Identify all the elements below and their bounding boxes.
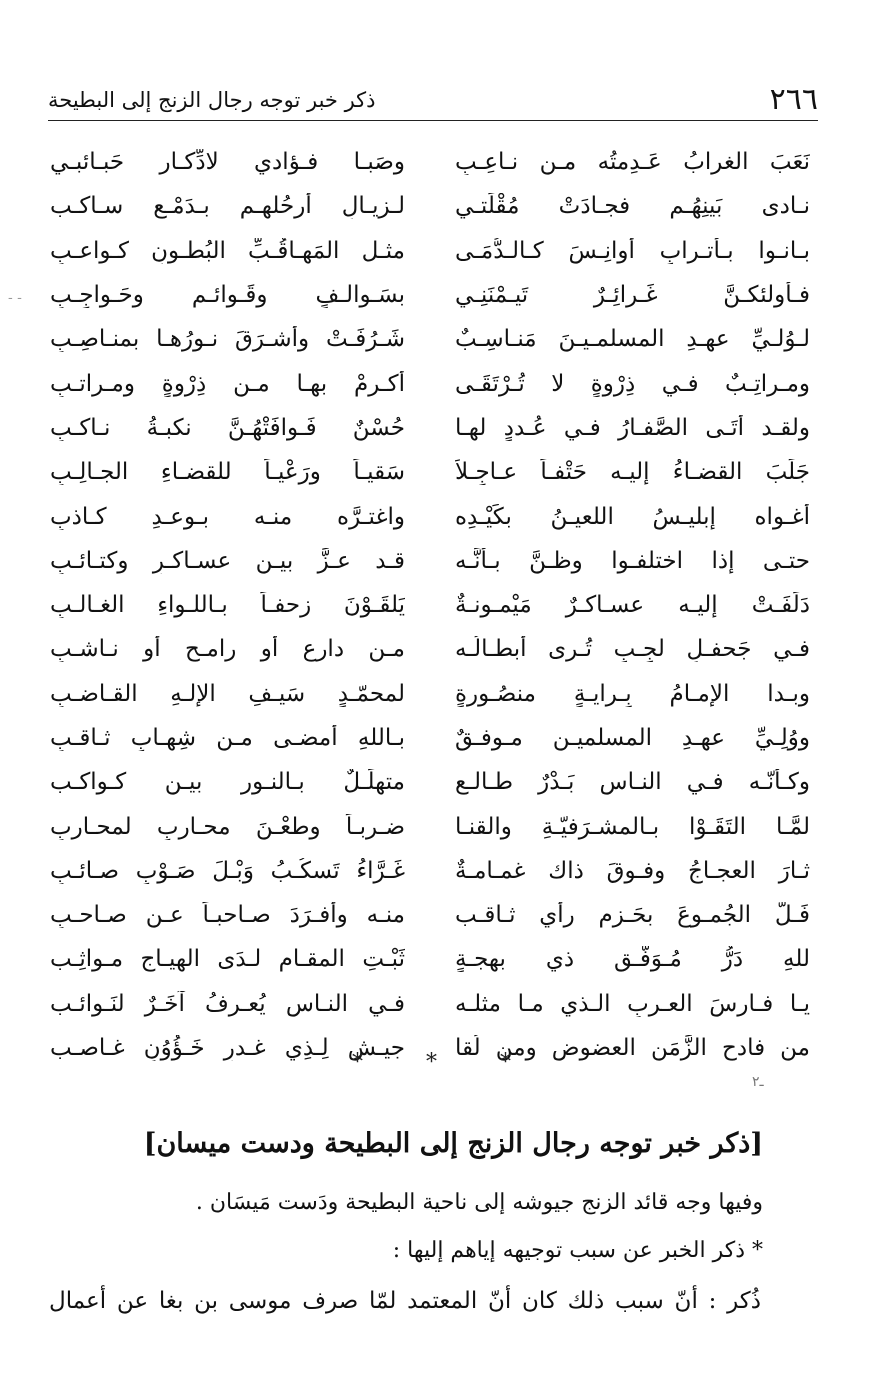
hemistich-first: يـا فـارسَ العـربِ الـذي مـا مثلـه — [455, 990, 810, 1017]
running-header — [48, 80, 818, 121]
hemistich-first: أغـواه إبليـسُ اللعيـنُ بكَيْـدِه — [455, 503, 810, 530]
hemistich-first: دَلَفَـتْ إليـه عسـاكـرٌ مَيْمـونـةٌ — [455, 592, 810, 619]
verse-row — [50, 849, 810, 893]
hemistich-second: شَـرُفَـتْ وأشـرَقَ نـورُهـا بمنـاصِـبِ — [50, 326, 405, 353]
paragraph-1: وفيها وجه قائد الزنج جيوشه إلى ناحية البطيحة ودَست مَيسَان . — [195, 1190, 763, 1215]
hemistich-second: مـن دارعٍ أو رامـحٍ أو نـاشـبِ — [50, 636, 405, 663]
hemistich-first: نـادى بَينِهُـم فجـادَتْ مُقْلَتـي — [455, 193, 810, 220]
hemistich-first: لمَّـا التَقَـوْا بـالمشـرَفيّـةِ والقنـا — [455, 813, 810, 840]
hemistich-second: ثَبْـتِ المقـامِ لـدَى الهيـاجِ مـواثِـب — [50, 946, 405, 973]
hemistich-second: سَقيـاً ورَعْيـاً للقضـاءِ الجـالِـبِ — [50, 459, 405, 486]
hemistich-first: وبـدا الإمـامُ بِـرايـةٍ منصُـورةٍ — [455, 680, 810, 707]
verse-row — [50, 893, 810, 937]
hemistich-second: بسَـوالـفٍ وقَـوائـمٍ وحَـواجِـبِ — [50, 282, 405, 309]
hemistich-second: لـزِيـالِ أرحُلهـم بـدَمْـعٍ سـاكـب — [50, 193, 405, 220]
verse-row — [50, 760, 810, 804]
verse-row — [50, 494, 810, 538]
hemistich-second: جيـش لِـذِي غـدرٍ خَـؤُوُنٍ غـاصـب — [50, 1035, 405, 1062]
verse-row — [50, 583, 810, 627]
verse-row — [50, 804, 810, 848]
verse-row — [50, 361, 810, 405]
hemistich-second: بـاللهِ أمضـى مـن شِهـابٍ ثـاقـبِ — [50, 725, 405, 751]
hemistich-first: فَـلَّ الجُمـوعَ بحَـزمِ رأيٍ ثـاقـب — [455, 902, 810, 929]
verse-row — [50, 982, 810, 1026]
verse-row — [50, 450, 810, 494]
verse-row — [50, 140, 810, 184]
hemistich-second: وصَبـا فـؤادي لادِّكـارِ حَبـائبـي — [50, 149, 405, 176]
hemistich-first: وكـأنّـه فـي النـاسِ بَـدْرٌ طـالـع — [455, 769, 810, 796]
hemistich-first: ولقـد أتَـى الصَّفـارُ فـي عُـددٍ لهـا — [455, 414, 810, 441]
margin-note: ـ٢ — [752, 1074, 764, 1090]
verse-row — [50, 672, 810, 716]
hemistich-second: يَلقَـوْنَ زحفـاً بـاللـواءِ الغـالـبِ — [50, 592, 405, 619]
hemistich-second: مثـل المَهـاقُـبِّ البُطـونِ كـواعـبِ — [50, 237, 405, 264]
poem — [50, 140, 810, 1070]
page-number: ٢٦٦ — [769, 82, 818, 117]
hemistich-first: جَلَبَ القضـاءُ إليـه حَتْفـاً عـاجِـلاً — [455, 459, 810, 486]
verse-row — [50, 273, 810, 317]
verse-row — [50, 229, 810, 273]
verse-row — [50, 317, 810, 361]
hemistich-second: حُسْنٌ فَـوافَتْهُـنَّ نكبـةُ نـاكـبِ — [50, 414, 405, 441]
hemistich-second: منـه وأفـرَدَ صـاحبـاً عـن صـاحـبِ — [50, 902, 405, 929]
running-title: ذكر خبر توجه رجال الزنج إلى البطيحة — [48, 88, 376, 112]
hemistich-first: بـانـوا بـأتـرابٍ أوانِـسَ كـالـدُّمَـى — [455, 237, 810, 264]
hemistich-first: ومـراتِـبٌ فـي ذِرْوةٍ لا تُـرْتَقَـى — [455, 370, 810, 397]
hemistich-second: غَـرَّاءُ تَسكُـبُ وَبْـلَ صَـوْبٍ صـائـبِ — [50, 857, 405, 884]
hemistich-second: واغتـرَّه منـه بـوعـدِ كـاذبِ — [50, 503, 405, 530]
hemistich-first: من فادحِ الزَّمَنِ العضوضِ ومن لُقا — [455, 1035, 810, 1062]
verse-row — [50, 937, 810, 981]
verse-row — [50, 406, 810, 450]
verse-row — [50, 184, 810, 228]
hemistich-first: حتـى إذا اختلفـوا وظـنَّ بـأنَّـه — [455, 547, 810, 574]
hemistich-first: ووُلِـيِّ عهـدِ المسلميـن مـوفـقٌ — [455, 725, 810, 751]
verse-row — [50, 627, 810, 671]
paragraph-3: ذُكر : أنّ سبب ذلك كان أنّ المعتمد لمّا صرف موسى بن بغا عن أعمال — [49, 1288, 761, 1314]
hemistich-first: فـأُولئكـنَّ غَـرائِـرٌ تَيـمْنَنِـي — [455, 282, 810, 309]
hemistich-first: فـي جَحفـلٍ لجِـبٍ تُـرى أبطـالُـه — [455, 636, 810, 663]
hemistich-first: نَعَبَ الغرابُ عَـدِمتُه مـن نـاعِـبِ — [455, 149, 810, 176]
verse-row — [50, 539, 810, 583]
section-separator: * * * — [352, 1050, 539, 1075]
hemistich-second: أكـرِمْ بهـا مـن ذِرْوةٍ ومـراتـبِ — [50, 370, 405, 397]
verse-row — [50, 716, 810, 760]
hemistich-first: لـوُلـيِّ عهـدِ المسلمـيـنَ مَنـاسِـبٌ — [455, 326, 810, 353]
section-heading: [ذكر خبر توجه رجال الزنج إلى البطيحة ودست ميسان] — [143, 1128, 763, 1159]
hemistich-second: متهلِّـلٌ بـالنـورِ بيـن كـواكـب — [50, 769, 405, 796]
hemistich-first: للهِ دَرُّ مُـوَفَّـقٍ ذي بهجـةٍ — [455, 946, 810, 973]
hemistich-first: ثـارَ العجـاجُ وفـوقَ ذاك غمـامـةٌ — [455, 857, 810, 884]
margin-dash: - - — [8, 290, 22, 306]
hemistich-second: فـي النـاسِ يُعـرفُ آخَـرٌ لنَـوائـب — [50, 990, 405, 1017]
paragraph-2: * ذكر الخبر عن سبب توجيهه إياهم إليها : — [392, 1238, 763, 1263]
hemistich-second: ضـربـاً وطعْـنَ محـاربٍ لمحـاربِ — [50, 813, 405, 840]
hemistich-second: قـد عـزَّ بيـن عسـاكـرٍ وكتـائـبِ — [50, 547, 405, 574]
hemistich-second: لمحمّـدٍ سَيـفِ الإلـهِ القـاضـبِ — [50, 680, 405, 707]
